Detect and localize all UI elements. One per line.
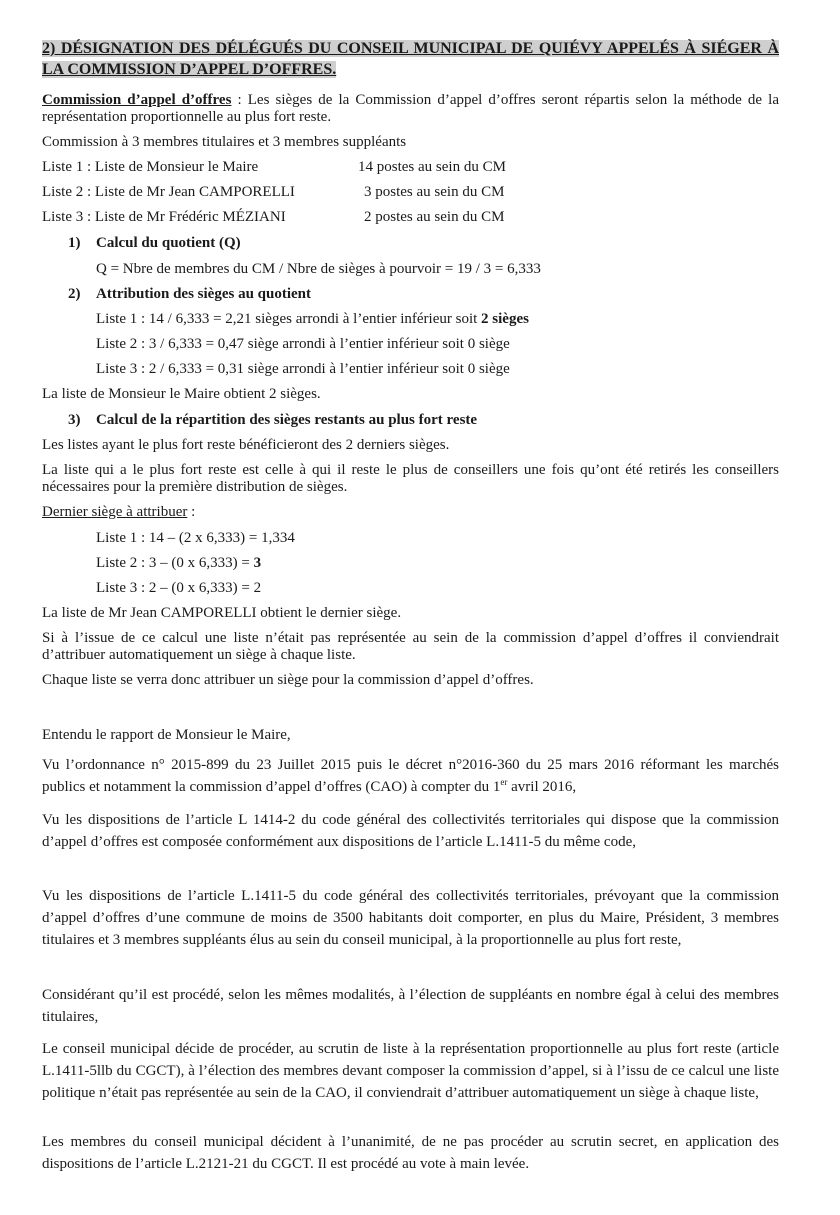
- step-3-title: Calcul de la répartition des sièges restants au plus fort reste: [96, 412, 478, 428]
- intro-paragraph: [42, 92, 779, 126]
- quotient-list-1-result: 2 sièges: [481, 311, 529, 327]
- section-title-text: 2) DÉSIGNATION DES DÉLÉGUÉS DU CONSEIL MUNICIPAL DE QUIÉVY APPELÉS À SIÉGER À LA COMMISSION D’APPEL D’OFFRES.: [42, 40, 779, 78]
- list-3-name: Liste 3 : Liste de Mr Frédéric MÉZIANI: [42, 209, 286, 225]
- step-2-result: La liste de Monsieur le Maire obtient 2 sièges.: [42, 386, 321, 402]
- quotient-list-1: [96, 311, 529, 328]
- step-2-title: Attribution des sièges au quotient: [96, 286, 312, 302]
- vu-ordinance-paragraph: [42, 754, 779, 798]
- list-1-posts: 14 postes au sein du CM: [358, 159, 506, 175]
- remainder-list-2: [96, 555, 261, 572]
- quotient-formula: Q = Nbre de membres du CM / Nbre de sièges à pourvoir = 19 / 3 = 6,333: [96, 261, 541, 277]
- list-3-posts: 2 postes au sein du CM: [364, 209, 505, 225]
- last-seat-heading: [42, 504, 195, 521]
- remainder-paragraph-1: Les listes ayant le plus fort reste bénéficieront des 2 derniers sièges.: [42, 437, 450, 453]
- step-1-number: 1): [68, 235, 81, 251]
- vu-article-1411-paragraph: Vu les dispositions de l’article L.1411-5 du code général des collectivités territoriales, prévoyant que la commission d’appel d’offres d’une commune de moins de 3500 habitants doit comporter, en plus du Maire, Président, 3 membres titulaires et 3 membres suppléants élus au sein du conseil municipal, à la proportionnelle au plus fort reste,: [42, 888, 779, 948]
- seat-attribution-paragraph: Chaque liste se verra donc attribuer un siège pour la commission d’appel d’offres.: [42, 672, 534, 688]
- step-2-number: 2): [68, 286, 81, 302]
- remainder-list-3: Liste 3 : 2 – (0 x 6,333) = 2: [96, 580, 262, 596]
- quotient-list-3: Liste 3 : 2 / 6,333 = 0,31 siège arrondi à l’entier inférieur soit 0 siège: [96, 361, 510, 377]
- list-2-name: Liste 2 : Liste de Mr Jean CAMPORELLI: [42, 184, 295, 200]
- remainder-paragraph-2: La liste qui a le plus fort reste est celle à qui il reste le plus de conseillers une fois qu’ont été retirés les conseillers nécessaires pour la première distribution de sièges.: [42, 462, 779, 495]
- remainder-list-1: Liste 1 : 14 – (2 x 6,333) = 1,334: [96, 530, 295, 546]
- considering-paragraph: Considérant qu’il est procédé, selon les mêmes modalités, à l’élection de suppléants en nombre égal à celui des membres titulaires,: [42, 987, 779, 1025]
- intro-label: Commission d’appel d’offres: [42, 92, 232, 108]
- vu-article-1414-paragraph: Vu les dispositions de l’article L 1414-2 du code général des collectivités territoriales qui dispose que la commission d’appel d’offres est composée conformément aux dispositions de l’article L.1411-5 du même code,: [42, 812, 779, 850]
- vote-paragraph: Les membres du conseil municipal décident à l’unanimité, de ne pas procéder au scrutin secret, en application des dispositions de l’article L.2121-21 du CGCT. Il est procédé au vote à main levée.: [42, 1134, 779, 1172]
- list-1-name: Liste 1 : Liste de Monsieur le Maire: [42, 159, 259, 175]
- last-seat-colon: :: [187, 504, 196, 520]
- intro-text: : Les sièges de la Commission d’appel d’offres seront répartis selon la méthode de la représentation proportionnelle au plus fort reste.: [42, 92, 780, 125]
- remainder-list-2-text: Liste 2 : 3 – (0 x 6,333) =: [96, 555, 254, 571]
- representation-paragraph: Si à l’issue de ce calcul une liste n’était pas représentée au sein de la commission d’appel d’offres il conviendrait d’attribuer automatiquement un siège à chaque liste.: [42, 630, 779, 663]
- list-2-posts: 3 postes au sein du CM: [364, 184, 505, 200]
- remainder-list-2-result: 3: [253, 555, 262, 571]
- last-seat-label: Dernier siège à attribuer: [42, 504, 188, 520]
- vu-ordinance-sup: er: [500, 777, 508, 787]
- section-title: [42, 38, 779, 80]
- step-3-number: 3): [68, 412, 81, 428]
- decision-paragraph: Le conseil municipal décide de procéder, au scrutin de liste à la représentation proportionnelle au plus fort reste (article L.1411-5llb du CGCT), à l’élection des membres devant composer la commission d’appel, si à l’issu de ce calcul une liste politique n’était pas représentée au sein de la CAO, il conviendrait d’attribuer automatiquement un siège à chaque liste,: [42, 1041, 779, 1101]
- step-3-result: La liste de Mr Jean CAMPORELLI obtient le dernier siège.: [42, 605, 402, 621]
- vu-ordinance-text: Vu l’ordonnance n° 2015-899 du 23 Juillet 2015 puis le décret n°2016-360 du 25 mars 2016 réformant les marchés publics et notamment la commission d’appel d’offres (CAO) à compter du 1: [42, 757, 779, 795]
- quotient-list-2: Liste 2 : 3 / 6,333 = 0,47 siège arrondi à l’entier inférieur soit 0 siège: [96, 336, 510, 352]
- report-heard: Entendu le rapport de Monsieur le Maire,: [42, 727, 291, 743]
- vu-ordinance-end: avril 2016,: [507, 779, 577, 795]
- composition-line: Commission à 3 membres titulaires et 3 membres suppléants: [42, 134, 407, 150]
- quotient-list-1-text: Liste 1 : 14 / 6,333 = 2,21 sièges arrondi à l’entier inférieur soit: [96, 311, 482, 327]
- step-1-title: Calcul du quotient (Q): [96, 235, 241, 251]
